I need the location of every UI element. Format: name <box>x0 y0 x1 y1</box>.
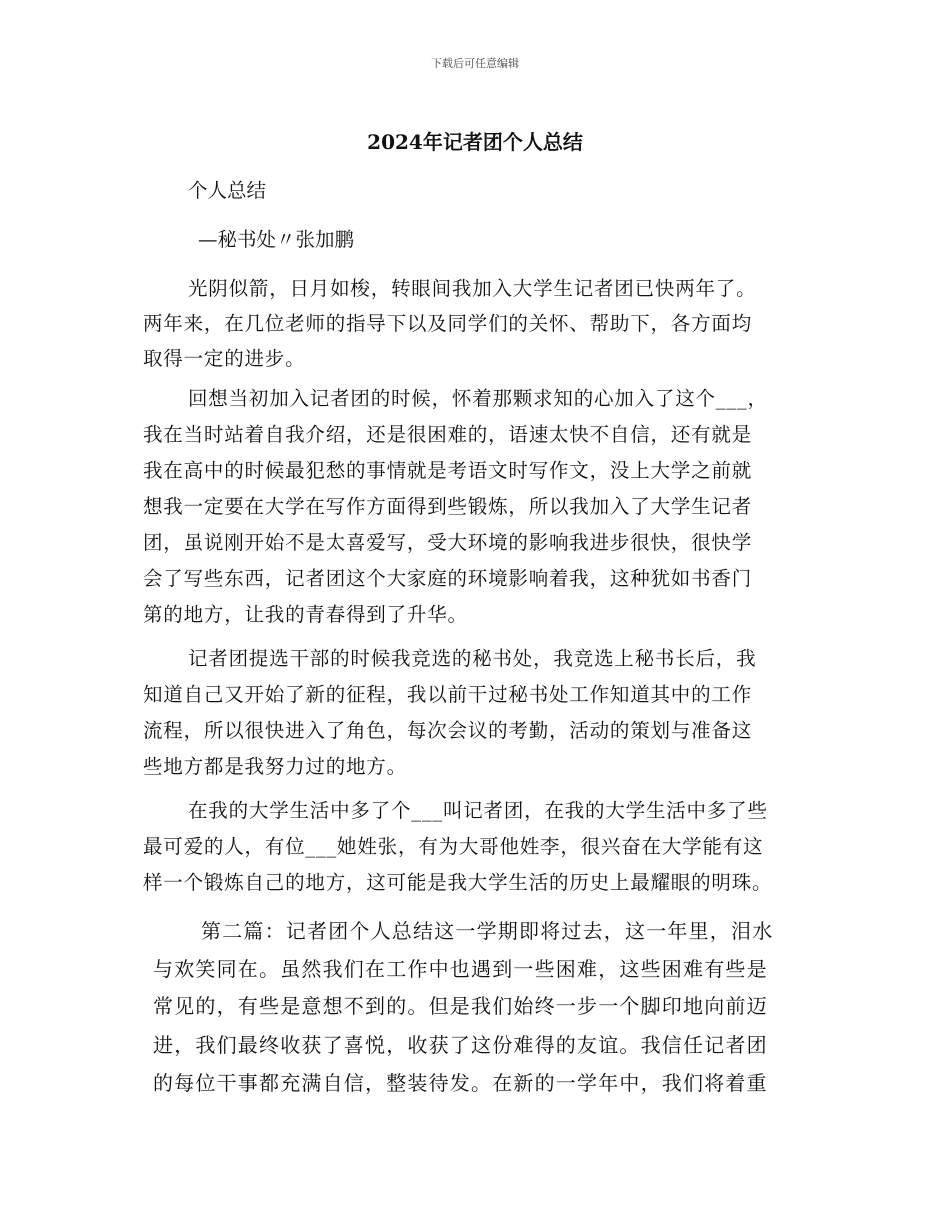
paragraph-line: 在我的大学生活中多了个___叫记者团，在我的大学生活中多了些 <box>188 799 768 822</box>
paragraph-line: 最可爱的人，有位___她姓张，有为大哥他姓李，很兴奋在大学能有这 <box>143 835 764 858</box>
paragraph-line: 的每位干事都充满自信，整装待发。在新的一学年中，我们将着重 <box>153 1071 768 1095</box>
paragraph-line: 光阴似箭，日月如梭，转眼间我加入大学生记者团已快两年了。 <box>188 277 757 300</box>
paragraph-line: 团，虽说刚开始不是太喜爱写，受大环境的影响我进步很快，很快学 <box>143 531 753 554</box>
paragraph-line: 想我一定要在大学在写作方面得到些锻炼，所以我加入了大学生记者 <box>143 495 753 518</box>
document-author: —秘书处〃张加鹏 <box>198 228 355 251</box>
paragraph-line: 第二篇：记者团个人总结这一学期即将过去，这一年里，泪水 <box>201 919 774 943</box>
paragraph-line: 回想当初加入记者团的时候，怀着那颗求知的心加入了这个___， <box>188 387 768 410</box>
document-subtitle: 个人总结 <box>188 179 267 202</box>
paragraph-line: 常见的，有些是意想不到的。但是我们始终一步一个脚印地向前迈 <box>153 994 768 1018</box>
header-note: 下载后可任意编辑 <box>431 57 519 70</box>
paragraph-line: 知道自己又开始了新的征程，我以前干过秘书处工作知道其中的工作 <box>143 683 753 706</box>
paragraph-line: 样一个锻炼自己的地方，这可能是我大学生活的历史上最耀眼的明珠。 <box>143 871 773 894</box>
paragraph-line: 我在当时站着自我介绍，还是很困难的，语速太快不自信，还有就是 <box>143 423 753 446</box>
document-title: 2024年记者团个人总结 <box>367 130 583 154</box>
paragraph-line: 些地方都是我努力过的地方。 <box>143 755 407 778</box>
paragraph-line: 会了写些东西，记者团这个大家庭的环境影响着我，这种犹如书香门 <box>143 567 753 590</box>
paragraph-line: 进，我们最终收获了喜悦，收获了这份难得的友谊。我信任记者团 <box>153 1033 768 1057</box>
paragraph-line: 记者团提选干部的时候我竞选的秘书处，我竞选上秘书长后，我 <box>188 647 757 670</box>
paragraph-line: 取得一定的进步。 <box>143 347 306 370</box>
paragraph-line: 两年来，在几位老师的指导下以及同学们的关怀、帮助下，各方面均 <box>143 312 753 335</box>
paragraph-line: 第的地方，让我的青春得到了升华。 <box>143 603 468 626</box>
paragraph-line: 与欢笑同在。虽然我们在工作中也遇到一些困难，这些困难有些是 <box>153 957 768 981</box>
paragraph-line: 流程，所以很快进入了角色，每次会议的考勤，活动的策划与准备这 <box>143 719 753 742</box>
paragraph-line: 我在高中的时候最犯愁的事情就是考语文时写作文，没上大学之前就 <box>143 459 753 482</box>
